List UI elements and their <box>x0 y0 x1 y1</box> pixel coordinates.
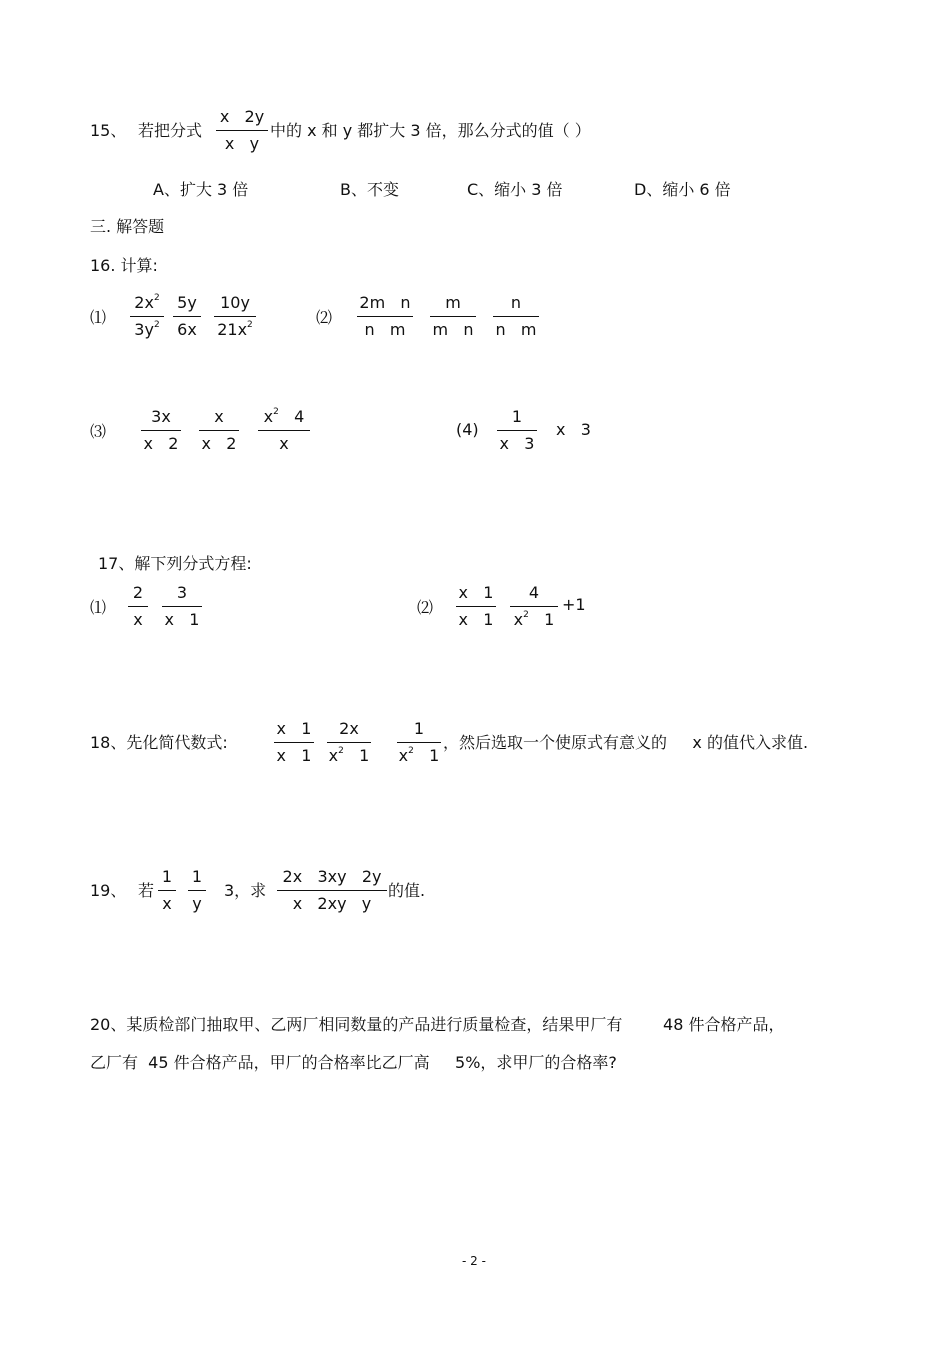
q18-fraction-2 <box>327 719 371 767</box>
section-heading: 三. 解答题 <box>90 217 165 236</box>
q17-p2-f2-denominator: x <box>513 610 524 629</box>
q17-p2-fraction-1 <box>456 583 496 631</box>
q16-part2-number: ⑵ <box>316 308 333 327</box>
q16-p3-fraction-1 <box>141 407 181 455</box>
q16-p3-f2-denominator: x 2 <box>201 434 237 453</box>
q17-p1-f2-numerator: 3 <box>176 583 188 602</box>
q18-f3-denominator-tail: 1 <box>413 746 440 765</box>
fraction-bar <box>128 606 148 607</box>
q16-p4-fraction-1 <box>497 407 537 455</box>
q16-p4-tail: x 3 <box>556 420 591 439</box>
q17-p2-fraction-2 <box>510 583 558 631</box>
fraction-bar <box>158 890 176 891</box>
q17-p1-f1-denominator: x <box>133 610 143 629</box>
q17-p2-f1-numerator: x 1 <box>458 583 494 602</box>
q16-p3-fraction-3 <box>258 407 310 455</box>
q15-option-b: B、不变 <box>340 180 399 199</box>
q16-p1-f1-numerator: 2x <box>134 293 154 312</box>
q16-p3-f2-numerator: x <box>214 407 224 426</box>
q17-label: 17、解下列分式方程: <box>98 554 252 573</box>
q17-p2-f2-den-exponent: 2 <box>523 610 529 620</box>
q20-line-2: 乙厂有 45 件合格产品，甲厂的合格率比乙厂高 5%，求甲厂的合格率? <box>90 1053 617 1072</box>
q18-fraction-1 <box>274 719 314 767</box>
fraction-bar <box>357 316 413 317</box>
q18-f3-den-exponent: 2 <box>408 746 414 756</box>
q16-p4-f1-denominator: x 3 <box>499 434 535 453</box>
q16-p3-f3-denominator: x <box>279 434 289 453</box>
q18-f3-denominator: x <box>398 746 409 765</box>
q16-part4-number: (4) <box>456 420 479 439</box>
q18-label: 18、先化简代数式: <box>90 733 228 752</box>
q18-f1-numerator: x 1 <box>276 719 312 738</box>
q18-f1-denominator: x 1 <box>276 746 312 765</box>
q16-p1-f1-den-exponent: 2 <box>153 320 160 330</box>
q17-p2-f2-numerator: 4 <box>528 583 540 602</box>
q16-p1-f1-denominator: 3y <box>134 320 154 339</box>
q17-part1-number: ⑴ <box>90 598 107 617</box>
q16-p2-fraction-3 <box>493 293 539 341</box>
fraction-bar <box>327 742 371 743</box>
fraction-bar <box>274 742 314 743</box>
q16-p1-f2-numerator: 5y <box>177 293 197 312</box>
q16-p3-f1-numerator: 3x <box>151 407 171 426</box>
q15-fraction <box>216 107 268 155</box>
q16-p3-f3-numerator-tail: 4 <box>278 407 305 426</box>
q19-f3-denominator: x 2xy y <box>292 894 372 913</box>
q18-fraction-3 <box>397 719 441 767</box>
q15-option-d: D、缩小 6 倍 <box>634 180 731 199</box>
q18-f2-denominator-tail: 1 <box>343 746 370 765</box>
q19-suffix: 的值. <box>388 881 426 900</box>
q19-f2-denominator: y <box>192 894 202 913</box>
q19-middle: 3，求 <box>224 881 267 900</box>
q15-option-a: A、扩大 3 倍 <box>153 180 249 199</box>
fraction-bar <box>199 430 239 431</box>
q16-p3-f3-numerator: x <box>263 407 274 426</box>
q15-suffix: 中的 x 和 y 都扩大 3 倍，那么分式的值（ ） <box>270 121 591 140</box>
q18-f3-numerator: 1 <box>413 719 425 738</box>
q16-p3-fraction-2 <box>199 407 239 455</box>
q15-prefix: 若把分式 <box>138 121 203 140</box>
q16-p1-f3-denominator: 21x <box>217 320 248 339</box>
q17-p2-tail: +1 <box>562 595 586 614</box>
q16-p1-fraction-3 <box>214 293 256 341</box>
q15-option-c: C、缩小 3 倍 <box>467 180 563 199</box>
q16-label: 16. 计算: <box>90 256 158 275</box>
q19-label: 19、 <box>90 881 127 900</box>
q15-label: 15、 <box>90 121 127 140</box>
fraction-bar <box>258 430 310 431</box>
q16-p2-fraction-2 <box>430 293 476 341</box>
fraction-bar <box>493 316 539 317</box>
q17-p2-f2-denominator-tail: 1 <box>528 610 555 629</box>
fraction-bar <box>214 316 256 317</box>
q15-denominator: x y <box>224 134 260 153</box>
fraction-bar <box>456 606 496 607</box>
fraction-bar <box>130 316 164 317</box>
q17-p1-fraction-1 <box>128 583 148 631</box>
q17-p1-f1-numerator: 2 <box>132 583 144 602</box>
q17-p1-f2-denominator: x 1 <box>164 610 200 629</box>
q16-p1-f1-num-exponent: 2 <box>153 293 160 303</box>
page-number: - 2 - <box>462 1254 486 1268</box>
q16-p4-f1-numerator: 1 <box>511 407 523 426</box>
q16-p2-f1-denominator: n m <box>364 320 406 339</box>
q16-p3-f3-num-exponent: 2 <box>273 407 279 417</box>
q16-p2-f3-denominator: n m <box>495 320 537 339</box>
q19-fraction-1 <box>158 867 176 915</box>
q16-part3-number: ⑶ <box>90 422 107 441</box>
q16-p2-f3-numerator: n <box>510 293 522 312</box>
q19-f2-numerator: 1 <box>191 867 203 886</box>
fraction-bar <box>497 430 537 431</box>
q16-p1-f2-denominator: 6x <box>177 320 197 339</box>
q16-p2-f2-denominator: m n <box>432 320 474 339</box>
q19-fraction-3 <box>277 867 387 915</box>
fraction-bar <box>216 130 268 131</box>
q16-p3-f1-denominator: x 2 <box>143 434 179 453</box>
q19-f1-denominator: x <box>162 894 172 913</box>
q16-p2-f2-numerator: m <box>445 293 461 312</box>
q16-part1-number: ⑴ <box>90 308 107 327</box>
fraction-bar <box>173 316 201 317</box>
q17-p1-fraction-2 <box>162 583 202 631</box>
q16-p2-fraction-1 <box>357 293 413 341</box>
q19-prefix: 若 <box>138 881 155 900</box>
q15-numerator: x 2y <box>219 107 265 126</box>
fraction-bar <box>162 606 202 607</box>
fraction-bar <box>430 316 476 317</box>
q18-f2-numerator: 2x <box>339 719 359 738</box>
q18-f2-denominator: x <box>328 746 339 765</box>
q18-f2-den-exponent: 2 <box>338 746 344 756</box>
fraction-bar <box>141 430 181 431</box>
fraction-bar <box>397 742 441 743</box>
fraction-bar <box>277 890 387 891</box>
fraction-bar <box>188 890 206 891</box>
q16-p1-f3-den-exponent: 2 <box>247 320 253 330</box>
q16-p1-fraction-1 <box>130 293 164 341</box>
q16-p1-f3-numerator: 10y <box>220 293 250 312</box>
q17-part2-number: ⑵ <box>417 598 434 617</box>
fraction-bar <box>510 606 558 607</box>
q19-f1-numerator: 1 <box>161 867 173 886</box>
q17-p2-f1-denominator: x 1 <box>458 610 494 629</box>
q19-fraction-2 <box>188 867 206 915</box>
q16-p1-fraction-2 <box>173 293 201 341</box>
q20-line-1: 20、某质检部门抽取甲、乙两厂相同数量的产品进行质量检查，结果甲厂有 48 件合格产品， <box>90 1015 785 1034</box>
q18-suffix: ，然后选取一个使原式有意义的 x 的值代入求值. <box>443 733 809 752</box>
q16-p2-f1-numerator: 2m n <box>359 293 411 312</box>
q19-f3-numerator: 2x 3xy 2y <box>282 867 382 886</box>
